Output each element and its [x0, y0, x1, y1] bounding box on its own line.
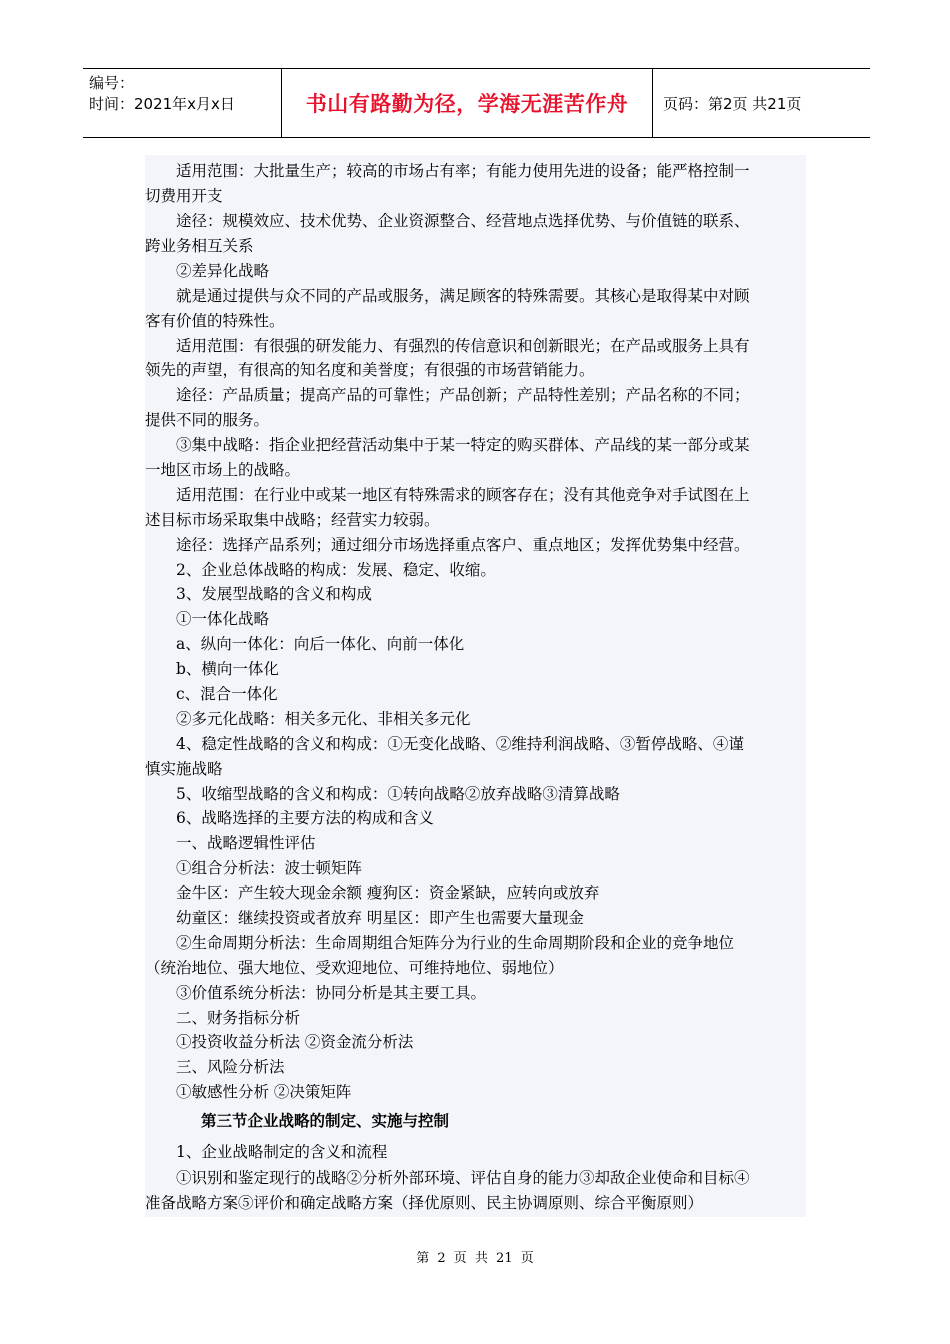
header-meta — [83, 69, 282, 137]
text-line: 跨业务相互关系 — [145, 237, 254, 255]
text-line: 三、风险分析法 — [176, 1058, 285, 1076]
text-line: 4、稳定性战略的含义和构成：①无变化战略、②维持利润战略、③暂停战略、④谨 — [176, 735, 744, 753]
text-line: 5、收缩型战略的含义和构成：①转向战略②放弃战略③清算战略 — [176, 785, 620, 803]
text-line: ①投资收益分析法 ②资金流分析法 — [176, 1033, 414, 1051]
text-line: 客有价值的特殊性。 — [145, 312, 285, 330]
text-line: 准备战略方案⑤评价和确定战略方案（择优原则、民主协调原则、综合平衡原则） — [145, 1194, 704, 1212]
text-line: ②多元化战略：相关多元化、非相关多元化 — [176, 710, 471, 728]
text-line: 切费用开支 — [145, 187, 223, 205]
text-line: 慎实施战略 — [145, 760, 223, 778]
text-line: a、纵向一体化：向后一体化、向前一体化 — [176, 635, 465, 653]
text-line: 就是通过提供与众不同的产品或服务，满足顾客的特殊需要。其核心是取得某中对顾 — [176, 287, 750, 305]
text-line: 1、企业战略制定的含义和流程 — [176, 1143, 388, 1161]
text-line: ①组合分析法：波士顿矩阵 — [176, 859, 363, 877]
text-line: 适用范围：大批量生产；较高的市场占有率；有能力使用先进的设备；能严格控制一 — [176, 162, 750, 180]
text-line: 2、企业总体战略的构成：发展、稳定、收缩。 — [176, 561, 496, 579]
serial-number: 编号： — [89, 74, 135, 92]
document-body — [145, 155, 806, 1217]
text-line: ②差异化战略 — [176, 262, 270, 280]
text-line: ①一体化战略 — [176, 610, 270, 628]
text-line: ③集中战略：指企业把经营活动集中于某一特定的购买群体、产品线的某一部分或某 — [176, 436, 750, 454]
text-line: 途径：规模效应、技术优势、企业资源整合、经营地点选择优势、与价值链的联系、 — [176, 212, 750, 230]
text-line: ③价值系统分析法：协同分析是其主要工具。 — [176, 984, 487, 1002]
text-line: 适用范围：在行业中或某一地区有特殊需求的顾客存在；没有其他竞争对手试图在上 — [176, 486, 750, 504]
text-line: ②生命周期分析法：生命周期组合矩阵分为行业的生命周期阶段和企业的竞争地位 — [176, 934, 735, 952]
text-line: 一地区市场上的战略。 — [145, 461, 301, 479]
page-header — [83, 68, 870, 138]
header-page-number: 页码：第2页 共21页 — [663, 94, 802, 113]
text-line: 二、财务指标分析 — [176, 1009, 301, 1027]
text-line: 途径：选择产品系列；通过细分市场选择重点客户、重点地区；发挥优势集中经营。 — [176, 536, 750, 554]
text-line: 领先的声望，有很高的知名度和美誉度；有很强的市场营销能力。 — [145, 361, 595, 379]
text-line: c、混合一体化 — [176, 685, 278, 703]
header-motto: 书山有路勤为径，学海无涯苦作舟 — [282, 69, 653, 137]
text-line: ①敏感性分析 ②决策矩阵 — [176, 1083, 352, 1101]
text-line: b、横向一体化 — [176, 660, 279, 678]
text-line: 金牛区：产生较大现金余额 瘦狗区：资金紧缺，应转向或放弃 — [176, 884, 600, 902]
text-line: 提供不同的服务。 — [145, 411, 270, 429]
text-line: ①识别和鉴定现行的战略②分析外部环境、评估自身的能力③却敌企业使命和目标④ — [176, 1169, 750, 1187]
text-line: 途径：产品质量；提高产品的可靠性；产品创新；产品特性差别；产品名称的不同； — [176, 386, 750, 404]
date-line: 时间：2021年x月x日 — [89, 95, 235, 113]
text-line: 述目标市场采取集中战略；经营实力较弱。 — [145, 511, 440, 529]
text-line: 6、战略选择的主要方法的构成和含义 — [176, 809, 434, 827]
text-line: 幼童区：继续投资或者放弃 明星区：即产生也需要大量现金 — [176, 909, 584, 927]
text-line: 3、发展型战略的含义和构成 — [176, 585, 372, 603]
page-footer: 第 2 页 共 21 页 — [416, 1251, 534, 1266]
text-line: （统治地位、强大地位、受欢迎地位、可维持地位、弱地位） — [145, 959, 564, 977]
text-line: 一、战略逻辑性评估 — [176, 834, 316, 852]
text-line: 适用范围：有很强的研发能力、有强烈的传信意识和创新眼光；在产品或服务上具有 — [176, 337, 750, 355]
section-heading: 第三节企业战略的制定、实施与控制 — [201, 1111, 450, 1130]
